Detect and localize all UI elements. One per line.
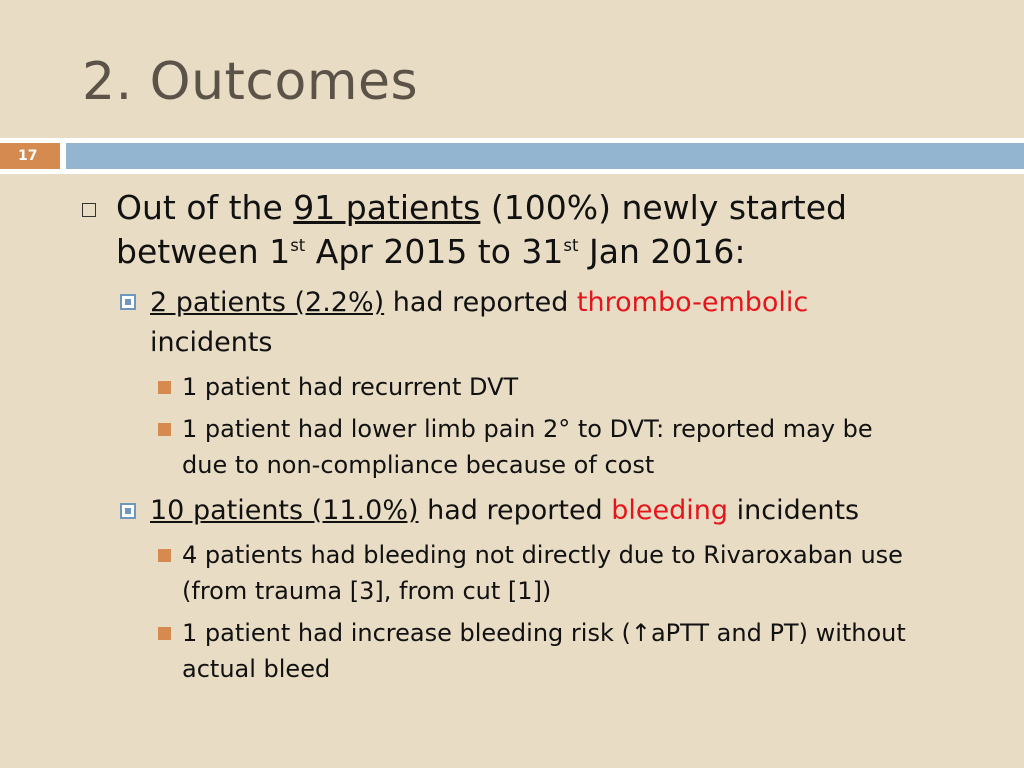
main-text-c: (100%) newly started [480,188,847,227]
square-bullet-icon [120,503,136,519]
main-text-d: between 1 [116,232,291,271]
list-item [182,537,982,609]
bleeding-text: had reported [418,495,612,526]
superscript-st: st [563,236,579,255]
thrombo-text-incidents: incidents [150,327,273,358]
filled-square-bullet-icon [158,423,171,436]
list-item-line: 4 patients had bleeding not directly due to Rivaroxaban use [182,541,903,569]
bleeding-count: 10 patients (11.0%) [150,495,419,526]
list-item-line: 1 patient had lower limb pain 2° to DVT: reported may be [182,415,873,443]
list-item [182,411,982,483]
list-item [182,615,982,687]
thrombo-highlight: thrombo-embolic [576,287,809,318]
filled-square-bullet-icon [158,549,171,562]
main-text-a: Out of the [116,188,294,227]
main-bullet [116,186,876,274]
bleeding-bullet [150,491,920,531]
filled-square-bullet-icon [158,381,171,394]
superscript-st: st [290,236,306,255]
slide-number: 17 [0,143,60,169]
list-item-line: actual bleed [182,655,331,683]
hollow-square-bullet-icon [82,203,96,217]
thrombo-count: 2 patients (2.2%) [150,287,385,318]
slide-title: 2. Outcomes [82,52,419,112]
list-item-line: 1 patient had increase bleeding risk (↑aPTT and PT) without [182,619,906,647]
thrombo-bullet [150,283,920,363]
filled-square-bullet-icon [158,627,171,640]
patients-total: 91 patients [293,188,481,227]
bleeding-highlight: bleeding [611,495,729,526]
list-item-line: (from trauma [3], from cut [1]) [182,577,552,605]
main-text-h: Jan 2016: [578,232,746,271]
main-text-f: Apr 2015 to 31 [305,232,564,271]
header-bar [66,143,1024,169]
list-item-line: due to non-compliance because of cost [182,451,655,479]
list-item: 1 patient had recurrent DVT [182,373,519,401]
bleeding-text-incidents: incidents [728,495,860,526]
square-bullet-icon [120,294,136,310]
thrombo-text: had reported [384,287,577,318]
